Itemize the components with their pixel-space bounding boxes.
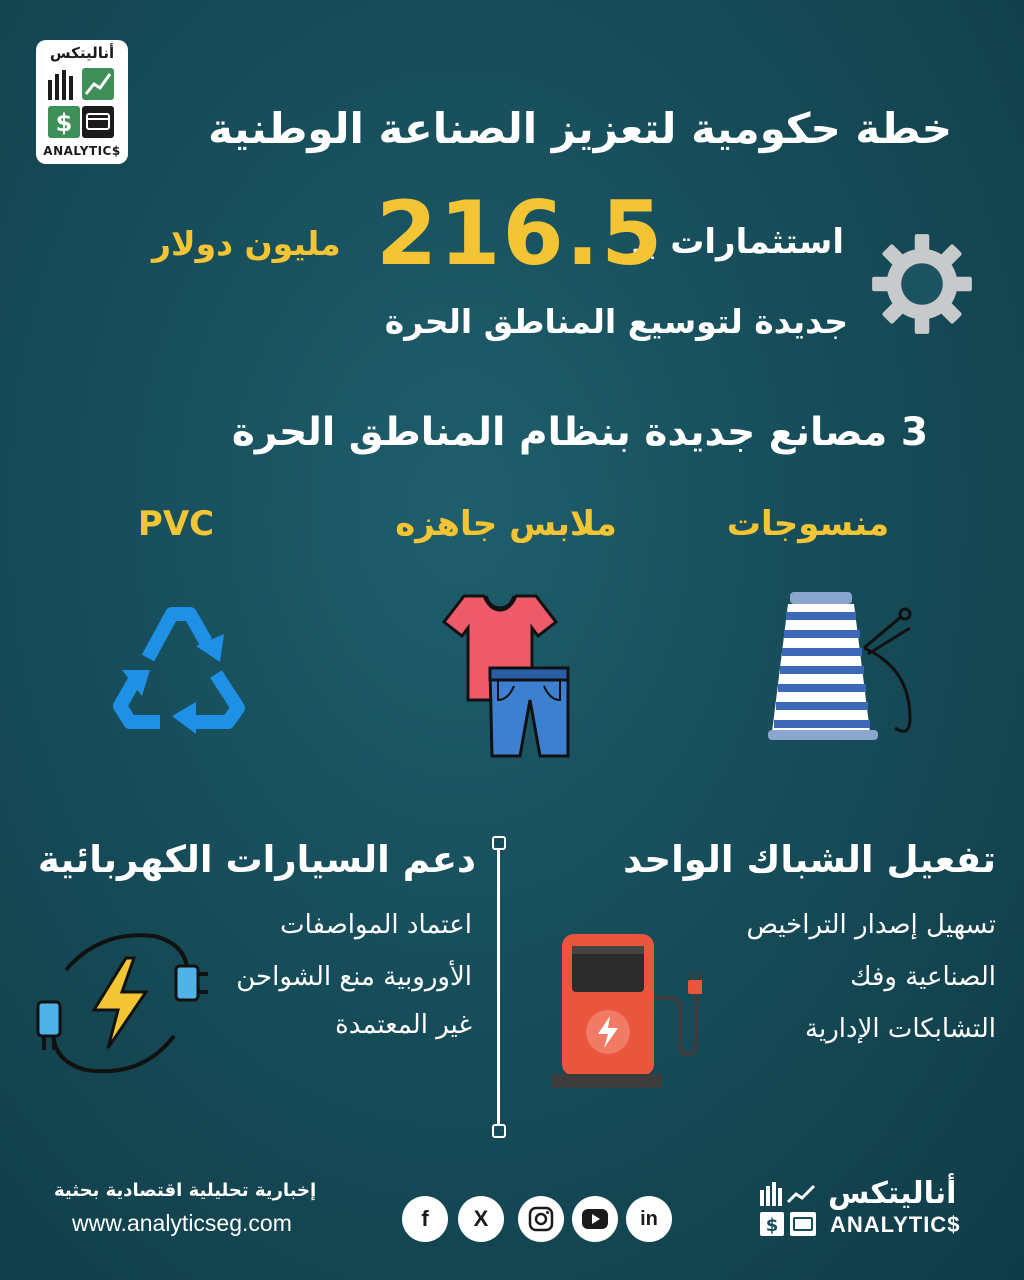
section-divider: [497, 842, 500, 1130]
clothes-icon: [424, 590, 574, 762]
single-window-line-2: الصناعية وفك: [850, 962, 996, 992]
divider-bottom-cap: [492, 1124, 506, 1138]
logo-chart-icon: [46, 66, 118, 142]
gear-icon: [870, 232, 974, 336]
single-window-title: تفعيل الشباك الواحد: [623, 838, 996, 881]
footer-brand-arabic: أناليتكس: [828, 1176, 957, 1211]
footer-logo-icon: [758, 1180, 820, 1238]
charging-station-icon: [552, 928, 702, 1092]
category-pvc: PVC: [137, 504, 215, 544]
page-title: خطة حكومية لتعزيز الصناعة الوطنية: [208, 104, 952, 153]
svg-text:$: $: [55, 109, 73, 137]
investment-amount: 216.5: [376, 182, 665, 285]
brand-logo: [36, 40, 128, 164]
footer-brand-english: ANALYTIC$: [830, 1212, 961, 1237]
ev-support-title: دعم السيارات الكهربائية: [37, 838, 476, 881]
thread-spool-icon: [760, 588, 920, 748]
category-textiles: منسوجات: [726, 504, 890, 544]
instagram-icon[interactable]: [518, 1196, 564, 1242]
logo-english-text: ANALYTIC$: [43, 144, 121, 158]
youtube-icon[interactable]: [572, 1196, 618, 1242]
linkedin-icon[interactable]: in: [626, 1196, 672, 1242]
investment-unit: مليون دولار: [152, 224, 341, 263]
investment-subtitle: جديدة لتوسيع المناطق الحرة: [384, 302, 848, 341]
factories-title: 3 مصانع جديدة بنظام المناطق الحرة: [231, 410, 928, 455]
recycle-icon: [108, 598, 252, 734]
ev-support-line-2: الأوروبية منع الشواحن: [236, 962, 472, 992]
facebook-icon[interactable]: f: [402, 1196, 448, 1242]
investment-prefix: استثمارات بـ: [633, 222, 844, 262]
x-icon[interactable]: X: [458, 1196, 504, 1242]
category-ready-clothes: ملابس جاهزه: [395, 504, 617, 544]
footer-website-link[interactable]: www.analyticseg.com: [72, 1210, 292, 1236]
electric-plug-icon: [30, 926, 210, 1082]
ev-support-line-3: غير المعتمدة: [335, 1010, 472, 1040]
ev-support-line-1: اعتماد المواصفات: [280, 910, 472, 940]
single-window-line-3: التشابكات الإدارية: [805, 1014, 996, 1044]
logo-arabic-text: أناليتكس: [49, 44, 115, 62]
svg-text:$: $: [765, 1215, 779, 1236]
footer-tagline: إخبارية تحليلية اقتصادية بحثية: [54, 1180, 317, 1201]
single-window-line-1: تسهيل إصدار التراخيص: [746, 910, 996, 940]
divider-top-cap: [492, 836, 506, 850]
